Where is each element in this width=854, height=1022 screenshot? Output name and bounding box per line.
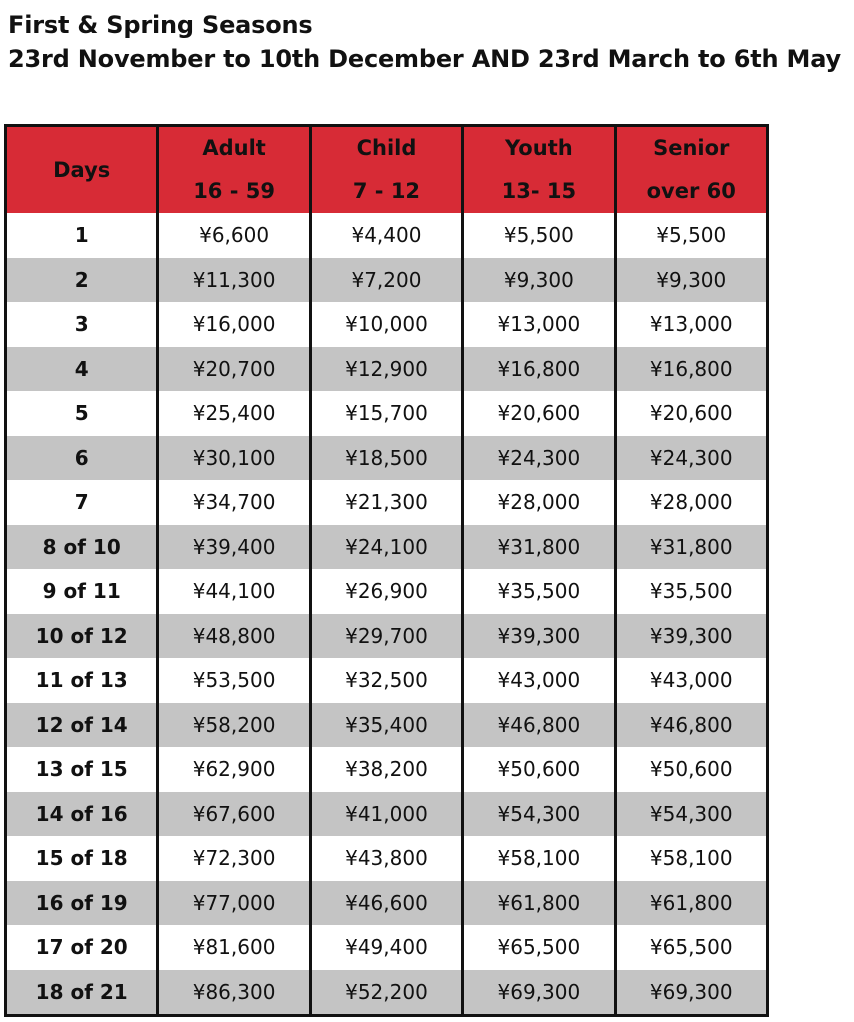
cell-youth: ¥31,800 xyxy=(463,525,615,570)
cell-senior: ¥28,000 xyxy=(615,480,767,525)
cell-adult: ¥48,800 xyxy=(158,614,310,659)
cell-child: ¥38,200 xyxy=(310,747,462,792)
cell-days: 17 of 20 xyxy=(6,925,158,970)
cell-child: ¥29,700 xyxy=(310,614,462,659)
cell-days: 8 of 10 xyxy=(6,525,158,570)
cell-adult: ¥25,400 xyxy=(158,391,310,436)
cell-child: ¥4,400 xyxy=(310,213,462,258)
cell-adult: ¥72,300 xyxy=(158,836,310,881)
cell-adult: ¥30,100 xyxy=(158,436,310,481)
cell-child: ¥43,800 xyxy=(310,836,462,881)
cell-days: 1 xyxy=(6,213,158,258)
cell-days: 13 of 15 xyxy=(6,747,158,792)
header-youth-label: Youth xyxy=(505,136,573,160)
cell-child: ¥49,400 xyxy=(310,925,462,970)
table-row xyxy=(6,925,768,970)
header-senior-ages: over 60 xyxy=(646,179,736,203)
cell-days: 7 xyxy=(6,480,158,525)
cell-senior: ¥61,800 xyxy=(615,881,767,926)
cell-days: 16 of 19 xyxy=(6,881,158,926)
cell-youth: ¥28,000 xyxy=(463,480,615,525)
header-days-label: Days xyxy=(53,158,111,182)
header-senior-label: Senior xyxy=(653,136,730,160)
table-row xyxy=(6,347,768,392)
table-row xyxy=(6,525,768,570)
cell-senior: ¥43,000 xyxy=(615,658,767,703)
cell-senior: ¥69,300 xyxy=(615,970,767,1016)
cell-child: ¥10,000 xyxy=(310,302,462,347)
table-row xyxy=(6,836,768,881)
header-row xyxy=(6,126,768,214)
cell-senior: ¥39,300 xyxy=(615,614,767,659)
cell-youth: ¥24,300 xyxy=(463,436,615,481)
cell-days: 15 of 18 xyxy=(6,836,158,881)
cell-adult: ¥11,300 xyxy=(158,258,310,303)
cell-youth: ¥69,300 xyxy=(463,970,615,1016)
table-row xyxy=(6,480,768,525)
cell-youth: ¥65,500 xyxy=(463,925,615,970)
table-row xyxy=(6,881,768,926)
cell-youth: ¥5,500 xyxy=(463,213,615,258)
cell-senior: ¥65,500 xyxy=(615,925,767,970)
header-adult-label: Adult xyxy=(202,136,266,160)
cell-child: ¥7,200 xyxy=(310,258,462,303)
cell-adult: ¥86,300 xyxy=(158,970,310,1016)
cell-senior: ¥24,300 xyxy=(615,436,767,481)
cell-youth: ¥16,800 xyxy=(463,347,615,392)
season-title: First & Spring Seasons xyxy=(8,11,313,39)
cell-adult: ¥44,100 xyxy=(158,569,310,614)
cell-senior: ¥35,500 xyxy=(615,569,767,614)
cell-days: 10 of 12 xyxy=(6,614,158,659)
cell-youth: ¥54,300 xyxy=(463,792,615,837)
table-row xyxy=(6,747,768,792)
cell-youth: ¥58,100 xyxy=(463,836,615,881)
cell-adult: ¥67,600 xyxy=(158,792,310,837)
header-days xyxy=(6,126,158,214)
table-row xyxy=(6,569,768,614)
cell-days: 5 xyxy=(6,391,158,436)
cell-adult: ¥53,500 xyxy=(158,658,310,703)
cell-adult: ¥39,400 xyxy=(158,525,310,570)
table-row xyxy=(6,792,768,837)
table-row xyxy=(6,391,768,436)
cell-senior: ¥54,300 xyxy=(615,792,767,837)
cell-youth: ¥35,500 xyxy=(463,569,615,614)
cell-days: 3 xyxy=(6,302,158,347)
cell-youth: ¥50,600 xyxy=(463,747,615,792)
header-child xyxy=(310,126,462,214)
cell-senior: ¥31,800 xyxy=(615,525,767,570)
cell-days: 18 of 21 xyxy=(6,970,158,1016)
cell-days: 9 of 11 xyxy=(6,569,158,614)
table-row xyxy=(6,436,768,481)
cell-senior: ¥5,500 xyxy=(615,213,767,258)
cell-adult: ¥6,600 xyxy=(158,213,310,258)
cell-days: 11 of 13 xyxy=(6,658,158,703)
cell-child: ¥15,700 xyxy=(310,391,462,436)
table-row xyxy=(6,703,768,748)
cell-youth: ¥13,000 xyxy=(463,302,615,347)
cell-child: ¥12,900 xyxy=(310,347,462,392)
cell-senior: ¥20,600 xyxy=(615,391,767,436)
header-child-label: Child xyxy=(356,136,417,160)
table-row xyxy=(6,970,768,1016)
cell-youth: ¥20,600 xyxy=(463,391,615,436)
table-row xyxy=(6,614,768,659)
cell-days: 2 xyxy=(6,258,158,303)
cell-youth: ¥46,800 xyxy=(463,703,615,748)
cell-child: ¥21,300 xyxy=(310,480,462,525)
header-child-ages: 7 - 12 xyxy=(352,179,421,203)
cell-adult: ¥34,700 xyxy=(158,480,310,525)
cell-youth: ¥9,300 xyxy=(463,258,615,303)
cell-child: ¥26,900 xyxy=(310,569,462,614)
cell-days: 6 xyxy=(6,436,158,481)
header-adult xyxy=(158,126,310,214)
cell-child: ¥52,200 xyxy=(310,970,462,1016)
cell-youth: ¥39,300 xyxy=(463,614,615,659)
cell-child: ¥32,500 xyxy=(310,658,462,703)
cell-adult: ¥81,600 xyxy=(158,925,310,970)
season-dates: 23rd November to 10th December AND 23rd March to 6th May xyxy=(8,45,841,73)
cell-senior: ¥50,600 xyxy=(615,747,767,792)
cell-child: ¥24,100 xyxy=(310,525,462,570)
cell-adult: ¥58,200 xyxy=(158,703,310,748)
cell-adult: ¥77,000 xyxy=(158,881,310,926)
cell-days: 12 of 14 xyxy=(6,703,158,748)
cell-youth: ¥43,000 xyxy=(463,658,615,703)
cell-adult: ¥20,700 xyxy=(158,347,310,392)
cell-child: ¥46,600 xyxy=(310,881,462,926)
cell-child: ¥18,500 xyxy=(310,436,462,481)
cell-senior: ¥9,300 xyxy=(615,258,767,303)
table-row xyxy=(6,658,768,703)
table-row xyxy=(6,258,768,303)
cell-senior: ¥58,100 xyxy=(615,836,767,881)
cell-days: 14 of 16 xyxy=(6,792,158,837)
cell-senior: ¥16,800 xyxy=(615,347,767,392)
cell-senior: ¥13,000 xyxy=(615,302,767,347)
cell-days: 4 xyxy=(6,347,158,392)
page-header xyxy=(8,8,854,76)
header-senior xyxy=(615,126,767,214)
header-adult-ages: 16 - 59 xyxy=(193,179,275,203)
cell-senior: ¥46,800 xyxy=(615,703,767,748)
header-youth-ages: 13- 15 xyxy=(501,179,577,203)
cell-child: ¥35,400 xyxy=(310,703,462,748)
cell-child: ¥41,000 xyxy=(310,792,462,837)
cell-adult: ¥62,900 xyxy=(158,747,310,792)
cell-youth: ¥61,800 xyxy=(463,881,615,926)
cell-adult: ¥16,000 xyxy=(158,302,310,347)
fare-table xyxy=(4,124,769,1017)
table-row xyxy=(6,302,768,347)
fare-table-body xyxy=(6,213,768,1016)
header-youth xyxy=(463,126,615,214)
table-row xyxy=(6,213,768,258)
